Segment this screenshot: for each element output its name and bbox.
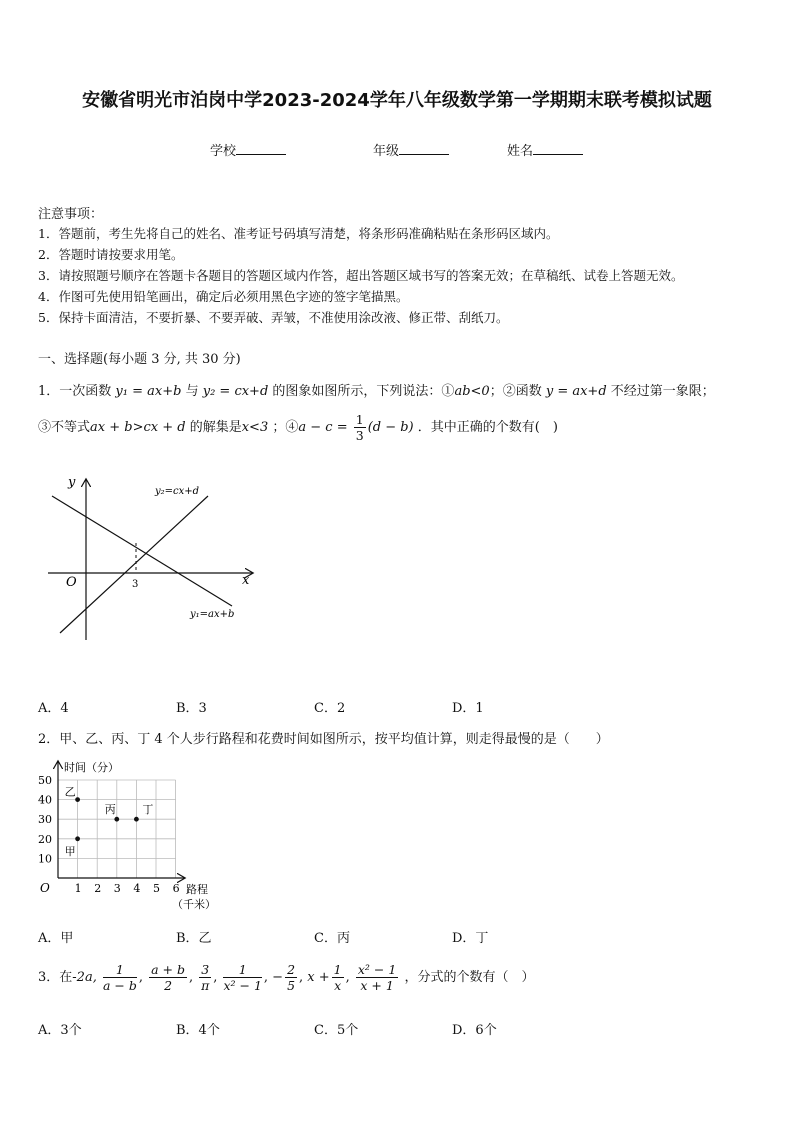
- q1-eq4b: (d − b): [367, 420, 414, 435]
- school-label: 学校: [210, 144, 237, 159]
- q3-frac-4: [223, 962, 261, 993]
- q3-minus: −: [272, 970, 284, 985]
- q3-prefix: 3．在: [38, 970, 73, 985]
- note-item: 5．保持卡面清洁，不要折暴、不要弄破、弄皱，不准使用涂改液、修正带、刮纸刀。: [38, 310, 509, 325]
- q1-line2: [38, 412, 558, 443]
- name-label: 姓名: [507, 144, 534, 159]
- q3-f5-num: 2: [287, 962, 296, 977]
- q2-point: [134, 817, 139, 822]
- q1-tail: 的图象如图所示，下列说法：①: [272, 384, 455, 399]
- q3-f3-den: π: [201, 978, 210, 993]
- q3-f5-den: 5: [287, 978, 296, 993]
- q1-x-label: x: [242, 573, 250, 588]
- q2-y-label: 时间（分）: [64, 761, 119, 774]
- q3-option-c[interactable]: C．5个: [314, 1023, 359, 1038]
- q2-x-tick-label: 3: [113, 882, 121, 895]
- q1-line1: [38, 380, 715, 399]
- q1-line2-label: y₂=cx+d: [155, 486, 200, 497]
- q1-eq4a: a − c =: [298, 420, 348, 435]
- q1-fraction: [354, 412, 366, 443]
- q2-chart: [32, 756, 232, 916]
- school-field: [210, 140, 286, 159]
- q1-s2: y = ax+d: [545, 384, 607, 399]
- q2-grid: [58, 780, 176, 878]
- q1-option-b[interactable]: B．3: [176, 701, 207, 716]
- q2-option-a[interactable]: A．甲: [38, 931, 74, 946]
- q1-y1: y₁ = ax+b: [115, 384, 182, 399]
- q2-point-label: 丙: [104, 803, 116, 817]
- name-blank[interactable]: [533, 142, 583, 155]
- q1-sol: x<3: [241, 420, 269, 435]
- q1-line-y2: [60, 496, 208, 633]
- page-title: 安徽省明光市泊岗中学2023-2024学年八年级数学第一学期期末联考模拟试题: [82, 90, 712, 111]
- q2-point: [75, 797, 80, 802]
- q2-x-tick-label: 2: [94, 882, 102, 895]
- section-heading: 一、选择题(每小题 3 分, 共 30 分): [38, 352, 241, 367]
- grade-blank[interactable]: [399, 142, 449, 155]
- school-blank[interactable]: [236, 142, 286, 155]
- q1-ineq: ax + b>cx + d: [90, 420, 186, 435]
- notes-heading: 注意事项：: [38, 207, 104, 222]
- q2-option-b[interactable]: B．乙: [176, 931, 212, 946]
- q1-l2b: 的解集是: [189, 420, 242, 435]
- q3-frac-1: [103, 962, 137, 993]
- q1-frac-den: 3: [355, 428, 364, 443]
- q3-f4-den: x² − 1: [223, 978, 262, 993]
- q1-option-d[interactable]: D．1: [452, 701, 484, 716]
- q3-t1: -2a,: [72, 970, 97, 985]
- name-field: [507, 140, 583, 159]
- q3-f4-num: 1: [223, 962, 261, 978]
- q3-frac-2: [149, 962, 187, 993]
- q2-x-label-unit: （千米）: [172, 898, 216, 911]
- q2-y-tick-label: 40: [38, 793, 52, 807]
- q2-point-label: 乙: [64, 785, 76, 799]
- grade-label: 年级: [373, 144, 400, 159]
- q3-frac-6: [332, 962, 344, 993]
- q3-f3-num: 3: [201, 962, 210, 977]
- q3-t6: x +: [307, 970, 330, 985]
- q2-y-tick-label: 10: [38, 852, 52, 866]
- q2-x-tick-label: 5: [153, 882, 160, 895]
- q3-f6-den: x: [334, 978, 342, 993]
- q3-option-b[interactable]: B．4个: [176, 1023, 220, 1038]
- q1-tick-3: 3: [132, 579, 139, 590]
- q2-y-tick-label: 20: [38, 832, 52, 846]
- q1-origin: O: [66, 575, 77, 590]
- q1-s1: ab<0: [454, 384, 490, 399]
- q1-option-c[interactable]: C．2: [314, 701, 346, 716]
- q3-f7-num: x² − 1: [357, 962, 397, 977]
- q2-text: 2．甲、乙、丙、丁 4 个人步行路程和花费时间如图所示，按平均值计算，则走得最慢的是（ ）: [38, 732, 609, 747]
- q3-f1-den: a − b: [102, 978, 137, 993]
- q2-point: [114, 817, 119, 822]
- q2-x-tick-label: 1: [74, 882, 82, 895]
- q1-mid: 与: [185, 384, 199, 399]
- q2-y-tick-label: 30: [38, 813, 52, 827]
- q2-x-label: 路程: [186, 883, 208, 896]
- q2-point: [75, 836, 80, 841]
- q2-point-label: 甲: [64, 844, 76, 858]
- q2-option-d[interactable]: D．丁: [452, 931, 489, 946]
- q1-option-a[interactable]: A．4: [38, 701, 69, 716]
- note-item: 2．答题时请按要求用笔。: [38, 247, 184, 262]
- note-item: 4．作图可先使用铅笔画出，确定后必须用黑色字迹的签字笔描黑。: [38, 289, 409, 304]
- q1-y-label: y: [68, 475, 76, 490]
- q2-x-tick-label: 4: [133, 882, 141, 895]
- q2-origin: O: [40, 881, 50, 895]
- q1-y2: y₂ = cx+d: [202, 384, 269, 399]
- q3-option-d[interactable]: D．6个: [452, 1023, 497, 1038]
- q1-line1-label: y₁=ax+b: [190, 609, 235, 620]
- q3-suffix: ，分式的个数有（ ）: [404, 970, 535, 985]
- q1-frac-num: 1: [355, 412, 364, 427]
- note-item: 1．答题前，考生先将自己的姓名、准考证号码填写清楚，将条形码准确粘贴在条形码区域内。: [38, 226, 559, 241]
- q3-f7-den: x + 1: [360, 978, 394, 993]
- q3-f2-num: a + b: [151, 962, 185, 977]
- q3-line: 3．在-2a, $\frac{1}{a - b}$ , $\frac{a + b}{2}$ , $\frac{3}{\pi}$ , $\frac{1}{\text{x² − 1}}$ , − $\frac{2}{5}$ , x + $\frac{1}{x}$ , $\frac{\text{x² − 1}}{x + 1}$ ，分式的个数有（ ）: [38, 962, 535, 993]
- grade-field: [373, 140, 449, 159]
- q2-point-label: 丁: [142, 803, 154, 817]
- q2-x-tick-label: 6: [172, 882, 180, 895]
- q1-prefix: 1．一次函数: [38, 384, 112, 399]
- q1-l2c: ；④: [272, 420, 299, 435]
- q1-s2post: 不经过第一象限；: [610, 384, 715, 399]
- q3-f6-num: 1: [333, 962, 342, 977]
- q2-option-c[interactable]: C．丙: [314, 931, 350, 946]
- q3-frac-3: [199, 962, 211, 993]
- q1-graph: [40, 468, 260, 648]
- q2-y-tick-label: 50: [38, 774, 52, 787]
- q1-line-y1: [52, 496, 232, 606]
- q1-l2a: ③不等式: [38, 420, 91, 435]
- q3-frac-7: [356, 962, 398, 993]
- q3-f1-num: 1: [103, 962, 137, 978]
- q1-s2pre: ；②函数: [489, 384, 542, 399]
- q3-f2-den: 2: [164, 978, 173, 993]
- q1-l2d: ．其中正确的个数有( ): [417, 420, 558, 435]
- note-item: 3．请按照题号顺序在答题卡各题目的答题区域内作答，超出答题区域书写的答案无效；在草稿纸、试卷上答题无效。: [38, 268, 684, 283]
- q3-option-a[interactable]: A．3个: [38, 1023, 82, 1038]
- q3-frac-5: [285, 962, 297, 993]
